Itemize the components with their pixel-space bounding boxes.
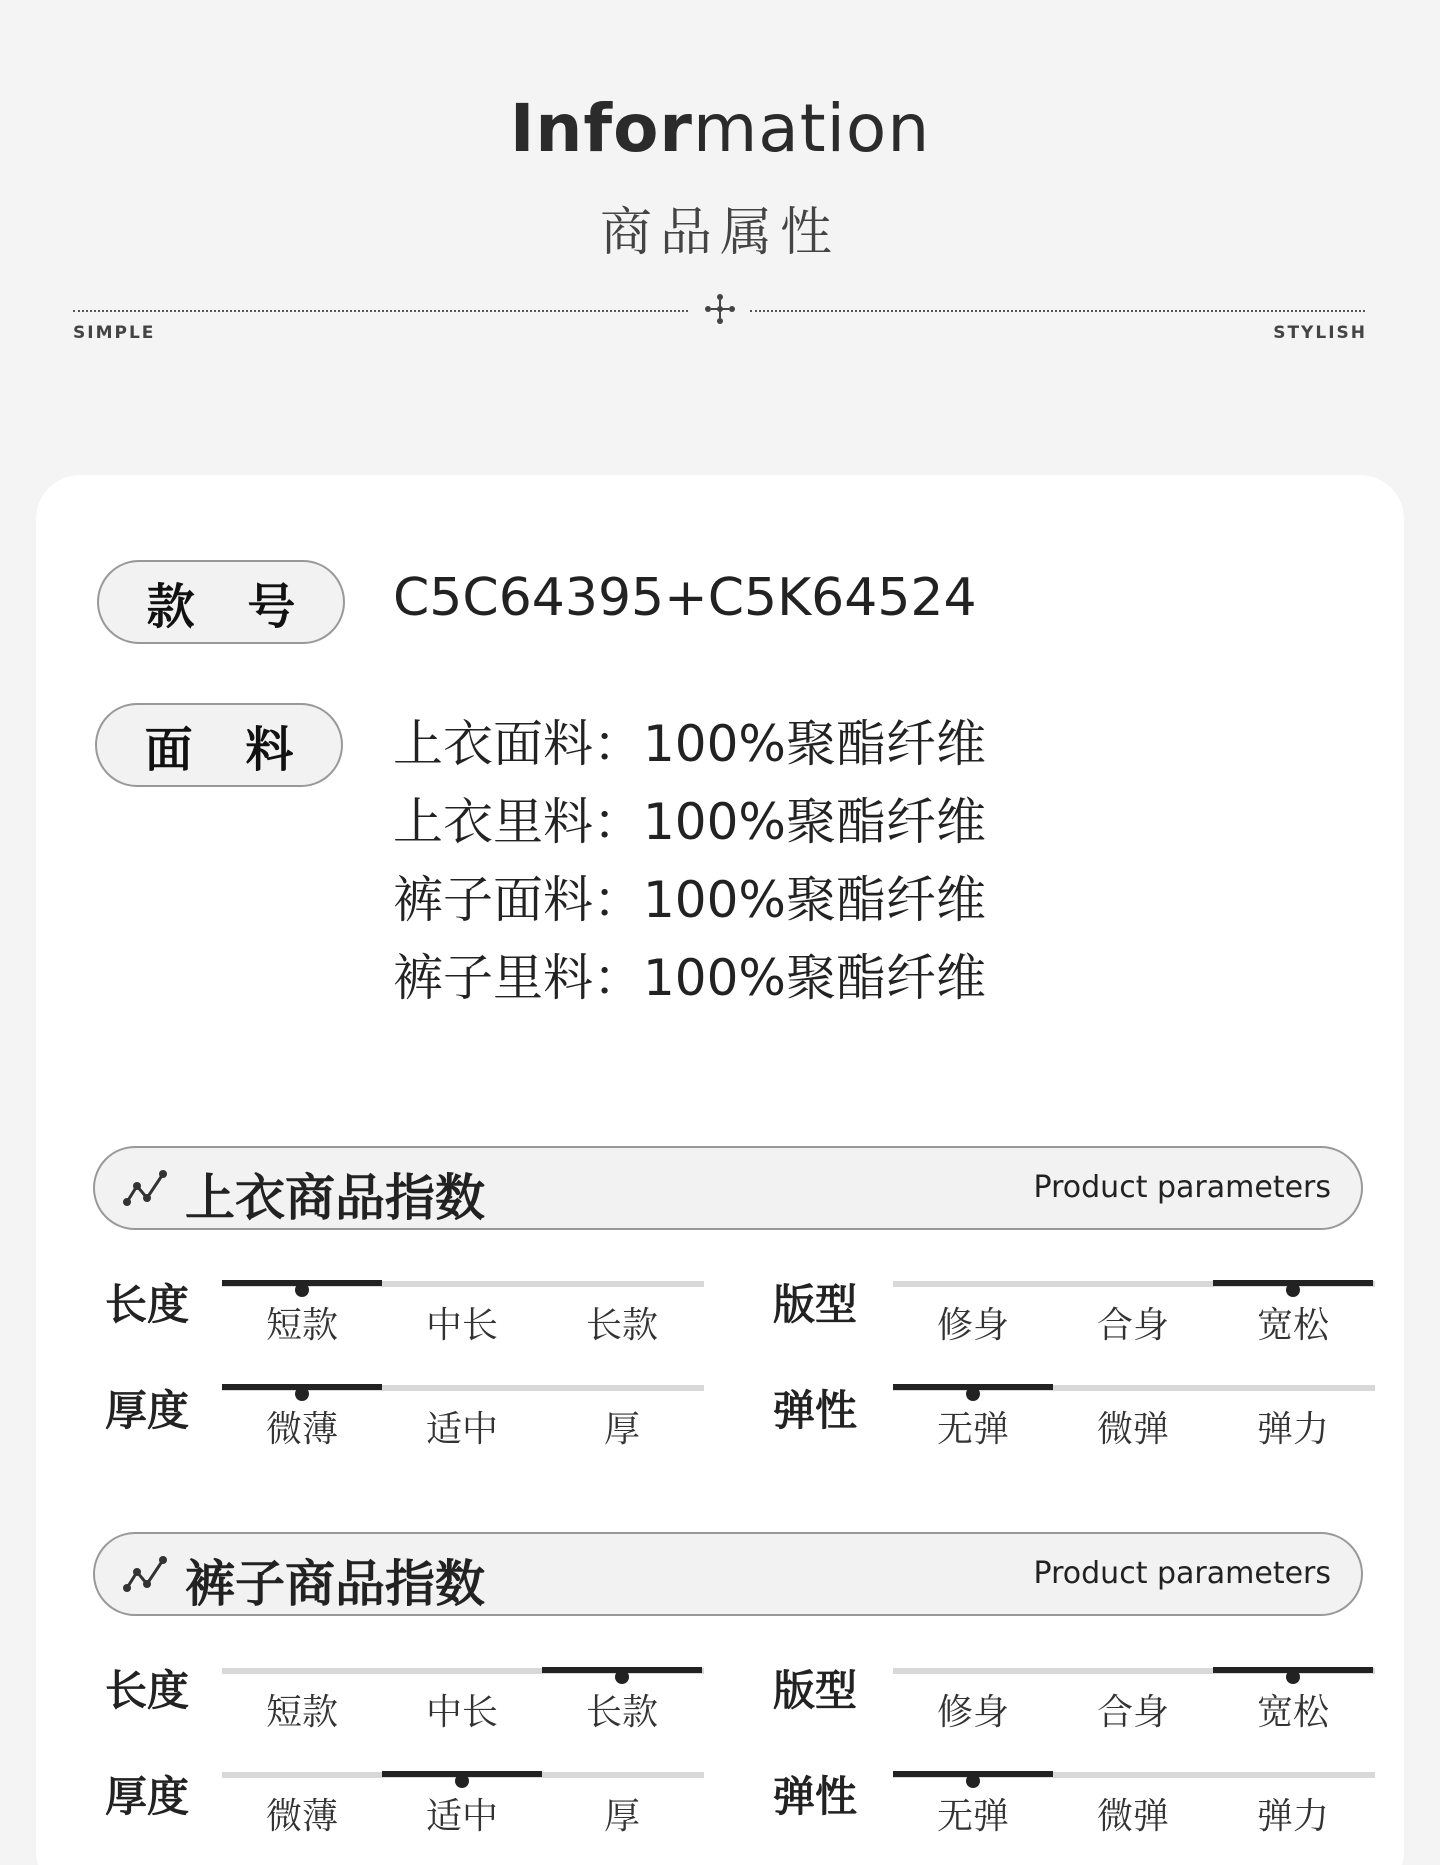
selected-marker — [966, 1387, 980, 1401]
fabric-line: 裤子里料：100%聚酯纤维 — [393, 949, 986, 1007]
style-no-label: 款 号 — [97, 560, 345, 644]
metric-label: 长度 — [105, 1666, 190, 1715]
metric-option: 宽松 — [1256, 1305, 1329, 1346]
page-subtitle: 商品属性 — [599, 203, 840, 263]
metric-label: 弹性 — [773, 1386, 858, 1435]
metric-option: 适中 — [425, 1796, 498, 1837]
metric-track — [222, 1281, 704, 1346]
metric-track — [222, 1668, 704, 1733]
metric-option: 微薄 — [265, 1796, 338, 1837]
metric-option: 厚 — [603, 1409, 640, 1450]
selected-marker — [1286, 1670, 1300, 1684]
selected-marker — [1286, 1283, 1300, 1297]
section-title: 裤子商品指数 — [185, 1555, 485, 1613]
selected-marker — [615, 1670, 629, 1684]
metric-option: 厚 — [603, 1796, 640, 1837]
trend-chart-icon — [123, 1168, 169, 1208]
metric-track — [893, 1772, 1375, 1837]
selected-marker — [295, 1387, 309, 1401]
metric-option: 宽松 — [1256, 1692, 1329, 1733]
metric-option: 微弹 — [1096, 1796, 1169, 1837]
metric-track — [893, 1668, 1375, 1733]
metric-option: 短款 — [265, 1692, 338, 1733]
title-bold: Infor — [509, 90, 693, 167]
section-bar-bottom — [93, 1532, 1363, 1616]
ornament-icon — [703, 292, 737, 326]
section-bar-top — [93, 1146, 1363, 1230]
metric-option: 修身 — [936, 1692, 1009, 1733]
metric-label: 版型 — [773, 1666, 858, 1715]
metric-option: 无弹 — [936, 1409, 1009, 1450]
metric-option: 微薄 — [265, 1409, 338, 1450]
metric-option: 合身 — [1096, 1305, 1169, 1346]
metric-track — [893, 1281, 1375, 1346]
fabric-line: 上衣里料：100%聚酯纤维 — [393, 793, 986, 851]
selected-marker — [966, 1774, 980, 1788]
metric-track — [222, 1385, 704, 1450]
metric-option: 修身 — [936, 1305, 1009, 1346]
metric-option: 适中 — [425, 1409, 498, 1450]
metric-option: 中长 — [425, 1305, 498, 1346]
metric-label: 长度 — [105, 1280, 190, 1329]
metric-option: 微弹 — [1096, 1409, 1169, 1450]
metric-label: 版型 — [773, 1280, 858, 1329]
metric-label: 厚度 — [105, 1772, 190, 1821]
metric-option: 短款 — [265, 1305, 338, 1346]
simple-word: SIMPLE — [73, 323, 156, 343]
page-title — [0, 90, 1440, 167]
metric-label: 弹性 — [773, 1772, 858, 1821]
metric-option: 中长 — [425, 1692, 498, 1733]
metric-option: 长款 — [585, 1692, 658, 1733]
metric-option: 长款 — [585, 1305, 658, 1346]
selected-marker — [455, 1774, 469, 1788]
metric-option: 无弹 — [936, 1796, 1009, 1837]
metric-option: 弹力 — [1256, 1409, 1329, 1450]
selected-marker — [295, 1283, 309, 1297]
metric-track — [893, 1385, 1375, 1450]
metric-option: 弹力 — [1256, 1796, 1329, 1837]
fabric-label: 面 料 — [95, 703, 343, 787]
divider-left — [73, 310, 688, 312]
stylish-word: STYLISH — [1273, 323, 1367, 343]
metric-track — [222, 1772, 704, 1837]
style-no-value: C5C64395+C5K64524 — [393, 568, 977, 628]
fabric-list — [393, 705, 986, 1017]
section-en-label: Product parameters — [1033, 1556, 1331, 1591]
metric-option: 合身 — [1096, 1692, 1169, 1733]
fabric-line: 上衣面料：100%聚酯纤维 — [393, 715, 986, 773]
section-en-label: Product parameters — [1033, 1170, 1331, 1205]
title-light: mation — [692, 90, 931, 167]
metric-label: 厚度 — [105, 1386, 190, 1435]
divider-right — [750, 310, 1365, 312]
fabric-line: 裤子面料：100%聚酯纤维 — [393, 871, 986, 929]
section-title: 上衣商品指数 — [185, 1169, 485, 1227]
trend-chart-icon — [123, 1554, 169, 1594]
